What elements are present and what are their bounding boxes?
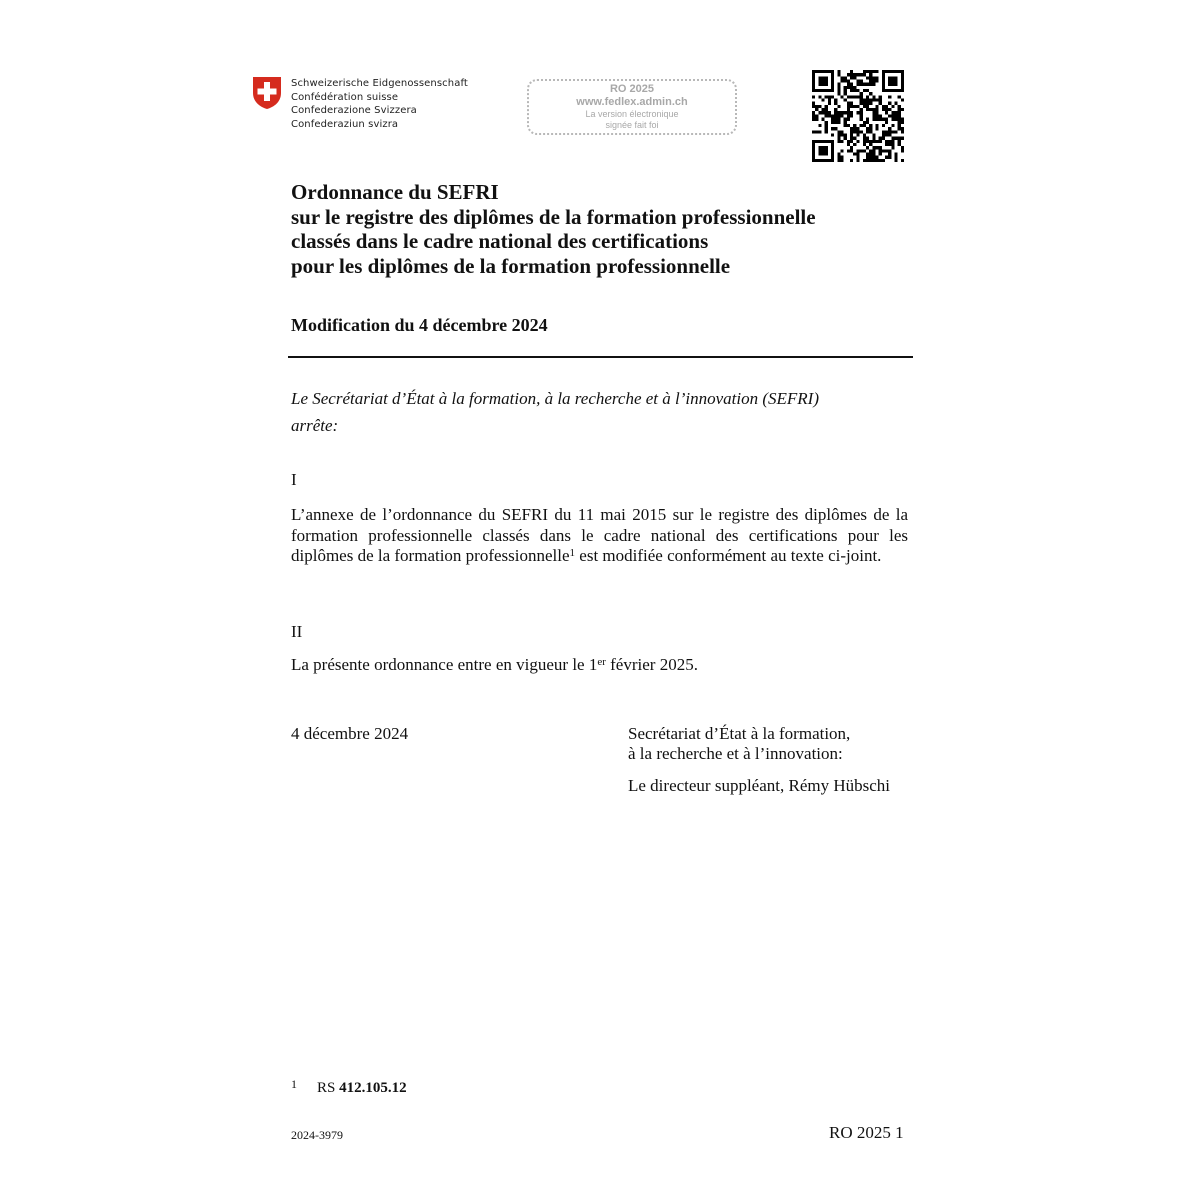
confederation-line-de: Schweizerische Eidgenossenschaft [291,78,468,89]
title-line: Ordonnance du SEFRI [291,180,499,204]
section-1-text-start: L’annexe de l’ordonnance du SEFRI du 11 mai 2015 sur le registre des diplômes de la formation professionnelle classés dans le cadre national des certifications pour les diplômes de la formation professionnelle [291,505,908,565]
confederation-names [291,77,468,131]
footnote-number: 1 [291,1077,297,1091]
authority-line: Secrétariat d’État à la formation, [628,724,851,743]
confederation-line-fr: Confédération suisse [291,91,399,103]
stamp-note-line1: La version électronique [585,109,679,119]
footnote-prefix: RS [317,1080,340,1096]
signature-date: 4 décembre 2024 [291,724,409,743]
signatory: Le directeur suppléant, Rémy Hübschi [628,776,891,795]
footnote-reference[interactable]: 1 [569,547,576,559]
footnote [291,1077,407,1097]
title-line: pour les diplômes de la formation professionnelle [291,253,731,278]
document-title [291,180,816,278]
confederation-line-it: Confederazione Svizzera [291,105,417,117]
document-number: 2024-3979 [291,1128,343,1142]
preamble [291,385,819,439]
ordinal-suffix: er [597,656,606,668]
section-1-text-end: est modifiée conformément au texte ci-joint. [575,546,882,565]
qr-code-icon [812,70,904,162]
official-publication-stamp [527,79,737,135]
section-number-2: II [291,622,303,641]
page-reference: RO 2025 1 [829,1123,904,1142]
title-line: sur le registre des diplômes de la formation professionnelle [291,204,816,229]
stamp-collection: RO 2025 [609,83,655,95]
authority-line: à la recherche et à l’innovation: [628,744,843,763]
footnote-reference-link[interactable]: 412.105.12 [339,1080,407,1096]
section-1-text [291,505,908,567]
confederation-line-rm: Confederaziun svizra [291,118,399,130]
signing-authority [628,724,850,764]
preamble-line: arrête: [291,416,339,435]
section-number-1: I [291,470,297,489]
section-2-text [291,655,698,675]
swiss-cross-icon [252,76,282,110]
title-divider [288,356,913,358]
section-2-text-start: La présente ordonnance entre en vigueur le 1 [291,655,598,674]
stamp-website: www.fedlex.admin.ch [576,96,688,108]
section-2-text-end: février 2025. [605,655,698,674]
preamble-line: Le Secrétariat d’État à la formation, à la recherche et à l’innovation (SEFRI) [291,389,819,408]
stamp-note-line2: signée fait foi [605,120,659,130]
title-line: classés dans le cadre national des certifications [291,229,709,253]
modification-date-heading: Modification du 4 décembre 2024 [291,315,548,335]
